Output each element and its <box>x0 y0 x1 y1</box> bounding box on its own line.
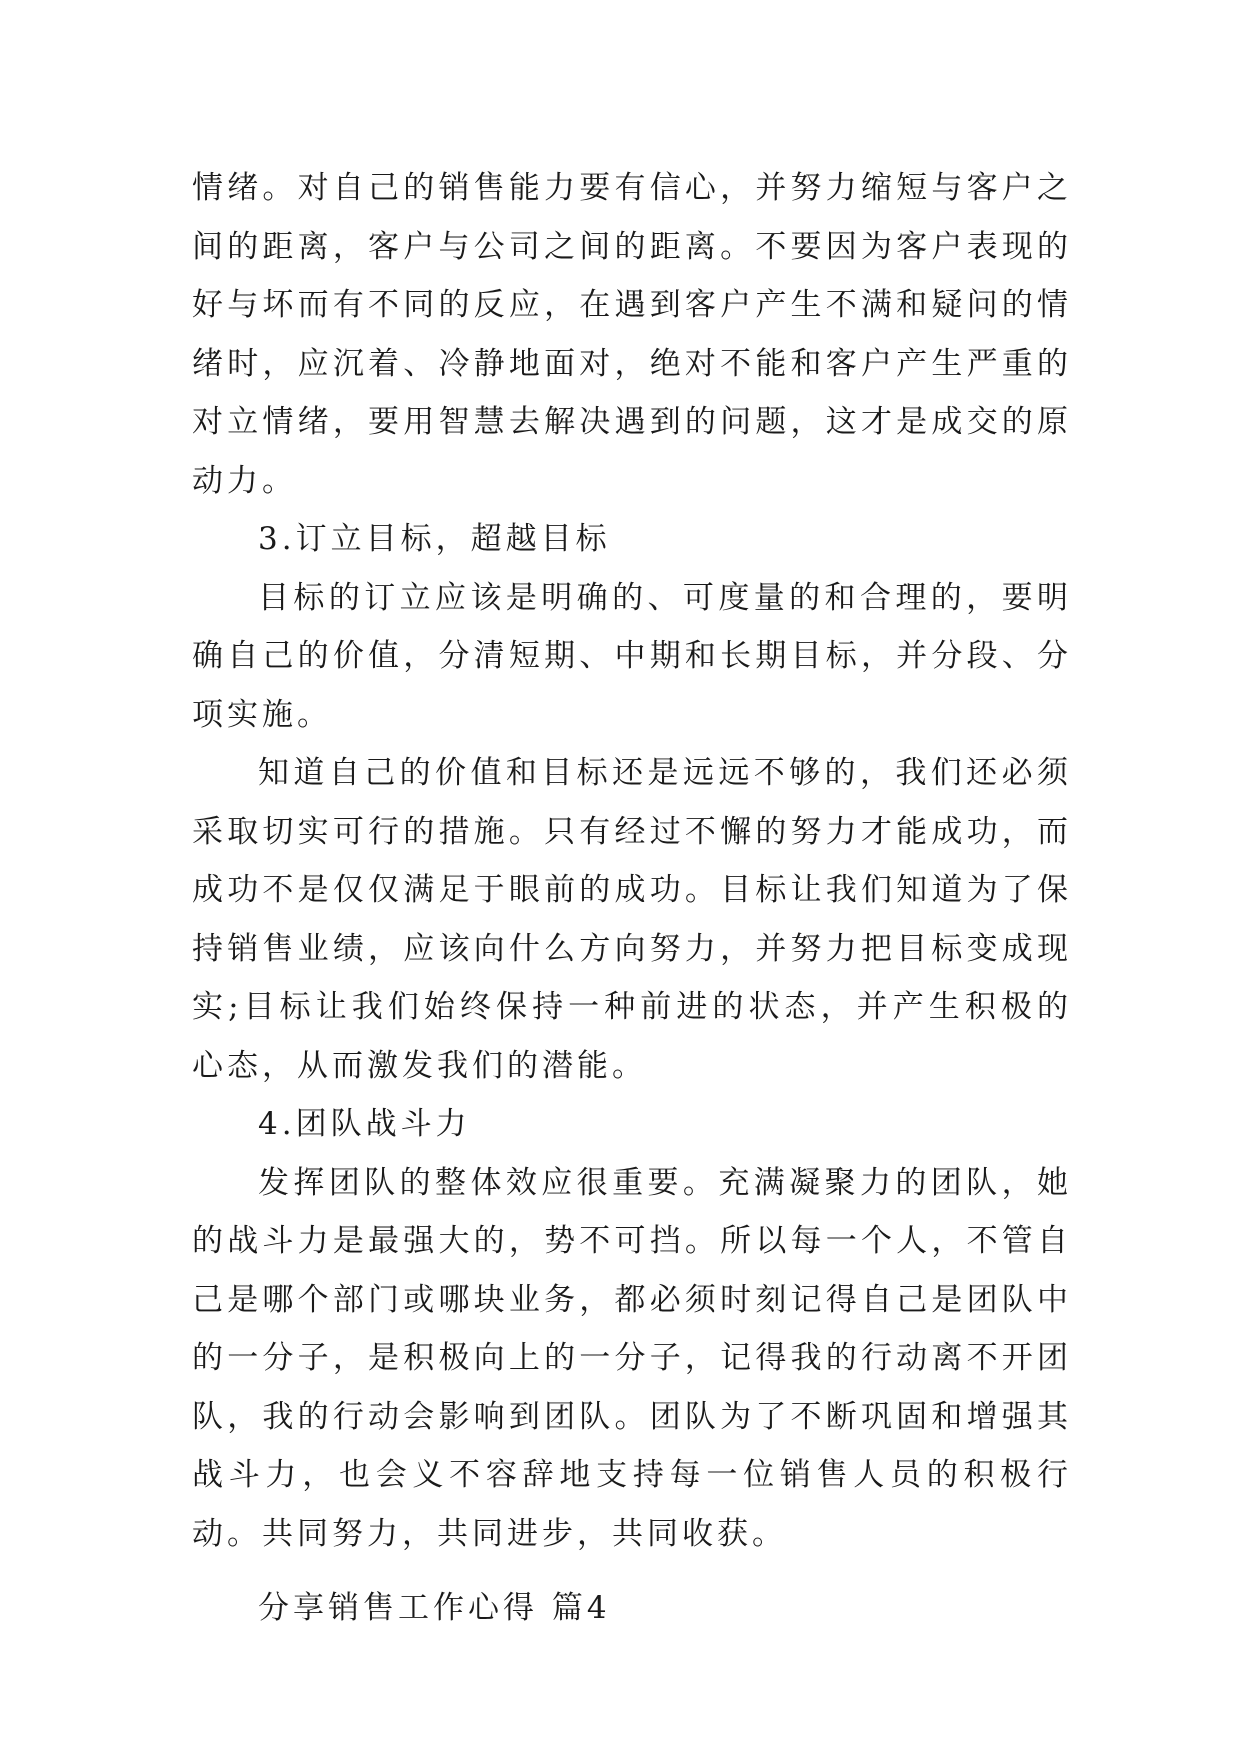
section-title: 分享销售工作心得 篇4 <box>258 1590 611 1626</box>
paragraph-continuation: 情绪。对自己的销售能力要有信心，并努力缩短与客户之间的距离，客户与公司之间的距离。不要因为客户表现的好与坏而有不同的反应，在遇到客户产生不满和疑问的情绪时，应沉着、冷静地面对，绝对不能和客户产生严重的对立情绪，要用智慧去解决遇到的问题，这才是成交的原动力。 <box>192 170 1072 499</box>
paragraph-measures: 知道自己的价值和目标还是远远不够的，我们还必须采取切实可行的措施。只有经过不懈的努力才能成功，而成功不是仅仅满足于眼前的成功。目标让我们知道为了保持销售业绩，应该向什么方向努力，并努力把目标变成现实;目标让我们始终保持一种前进的状态，并产生积极的心态，从而激发我们的潜能。 <box>192 755 1072 1084</box>
document-body <box>192 159 1072 1638</box>
paragraph-team: 发挥团队的整体效应很重要。充满凝聚力的团队，她的战斗力是最强大的，势不可挡。所以每一个人，不管自己是哪个部门或哪块业务，都必须时刻记得自己是团队中的一分子，是积极向上的一分子，记得我的行动离不开团队，我的行动会影响到团队。团队为了不断巩固和增强其战斗力，也会义不容辞地支持每一位销售人员的积极行动。共同努力，共同进步，共同收获。 <box>192 1164 1072 1552</box>
subheading-set-goals: 3.订立目标，超越目标 <box>258 521 611 557</box>
paragraph-goals: 目标的订立应该是明确的、可度量的和合理的，要明确自己的价值，分清短期、中期和长期目标，并分段、分项实施。 <box>192 579 1072 733</box>
subheading-team-power: 4.团队战斗力 <box>258 1106 471 1142</box>
